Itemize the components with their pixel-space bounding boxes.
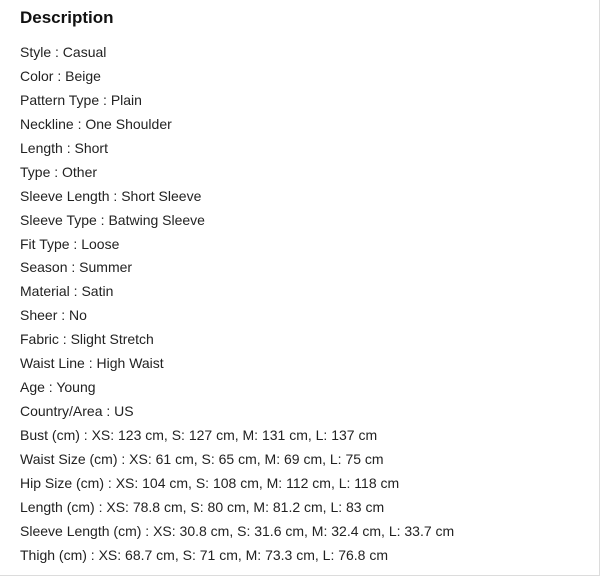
attribute-value: US (114, 403, 134, 420)
attribute-row (20, 329, 454, 353)
attribute-row (20, 377, 454, 401)
attribute-label: Waist Line (20, 355, 85, 372)
attribute-label: Length (cm) (20, 498, 95, 515)
attribute-row (20, 114, 454, 138)
attribute-label: Sleeve Type (20, 211, 97, 228)
attribute-separator: : (53, 67, 66, 84)
attribute-label: Season (20, 259, 68, 276)
attribute-row (20, 473, 454, 497)
attribute-row (20, 449, 454, 473)
attribute-separator: : (141, 522, 154, 539)
attribute-separator: : (104, 474, 116, 491)
attribute-value: XS: 123 cm, S: 127 cm, M: 131 cm, L: 137 cm (91, 427, 378, 443)
attribute-row (20, 138, 454, 162)
attribute-separator: : (96, 211, 109, 228)
attribute-separator: : (57, 307, 70, 324)
attribute-label: Country/Area (20, 403, 103, 420)
attribute-separator: : (58, 331, 71, 348)
attribute-separator: : (44, 379, 57, 396)
attribute-label: Age (20, 379, 45, 396)
attribute-separator: : (102, 403, 115, 420)
attribute-label: Bust (cm) (20, 427, 80, 443)
attribute-label: Fabric (20, 331, 59, 348)
attribute-row (20, 162, 454, 186)
attribute-row (20, 234, 454, 258)
attribute-row (20, 305, 454, 329)
attribute-label: Material (20, 283, 70, 300)
attribute-value: Young (56, 379, 96, 396)
attribute-separator: : (117, 450, 130, 467)
attribute-value: Slight Stretch (70, 331, 154, 348)
attribute-value: No (69, 307, 87, 324)
attribute-value: Beige (65, 67, 101, 84)
attribute-row (20, 90, 454, 114)
attribute-value: Loose (81, 235, 120, 252)
attribute-value: XS: 78.8 cm, S: 80 cm, M: 81.2 cm, L: 83 cm (106, 498, 385, 515)
attribute-value: Plain (110, 91, 142, 108)
attribute-value: Short Sleeve (121, 187, 202, 204)
attribute-label: Pattern Type (20, 91, 100, 108)
attribute-separator: : (94, 498, 107, 515)
attribute-row (20, 281, 454, 305)
attribute-separator: : (109, 187, 122, 204)
attribute-separator: : (69, 283, 82, 300)
attribute-separator: : (99, 91, 111, 108)
attribute-value: Summer (79, 259, 133, 276)
attribute-label: Hip Size (cm) (20, 474, 105, 491)
attribute-row (20, 521, 454, 545)
attribute-label: Sleeve Length (cm) (20, 522, 142, 539)
attribute-label: Fit Type (20, 235, 70, 252)
attribute-label: Style (20, 44, 52, 60)
attribute-separator: : (50, 163, 63, 180)
attribute-value: Short (74, 139, 108, 156)
attribute-label: Color (20, 67, 54, 84)
attribute-separator: : (84, 355, 97, 372)
attribute-list (20, 42, 454, 569)
attribute-label: Type (20, 163, 51, 180)
attribute-separator: : (67, 259, 80, 276)
attribute-row (20, 66, 454, 90)
attribute-separator: : (73, 115, 86, 132)
attribute-label: Length (20, 139, 63, 156)
attribute-separator: : (69, 235, 82, 252)
attribute-value: XS: 68.7 cm, S: 71 cm, M: 73.3 cm, L: 76.8 cm (98, 546, 389, 563)
attribute-value: High Waist (96, 355, 164, 372)
attribute-label: Sheer (20, 307, 58, 324)
attribute-separator: : (86, 546, 99, 563)
attribute-value: Casual (62, 44, 107, 60)
attribute-row (20, 401, 454, 425)
attribute-row (20, 210, 454, 234)
attribute-value: XS: 61 cm, S: 65 cm, M: 69 cm, L: 75 cm (129, 450, 384, 467)
attribute-value: Satin (81, 283, 114, 300)
attribute-label: Thigh (cm) (20, 546, 87, 563)
attribute-value: Batwing Sleeve (108, 211, 205, 228)
attribute-label: Neckline (20, 115, 74, 132)
attribute-value: XS: 30.8 cm, S: 31.6 cm, M: 32.4 cm, L: 33.7 cm (153, 522, 455, 539)
attribute-row (20, 186, 454, 210)
attribute-row (20, 497, 454, 521)
attribute-row (20, 545, 454, 569)
attribute-row (20, 257, 454, 281)
attribute-row (20, 353, 454, 377)
attribute-row (20, 425, 454, 449)
attribute-value: Other (62, 163, 98, 180)
attribute-label: Waist Size (cm) (20, 450, 118, 467)
attribute-value: One Shoulder (85, 115, 172, 132)
description-title: Description (20, 8, 114, 27)
attribute-label: Sleeve Length (20, 187, 110, 204)
attribute-separator: : (51, 44, 63, 60)
attribute-row (20, 42, 454, 66)
attribute-separator: : (62, 139, 75, 156)
attribute-separator: : (79, 427, 92, 443)
attribute-value: XS: 104 cm, S: 108 cm, M: 112 cm, L: 118 cm (115, 474, 400, 491)
